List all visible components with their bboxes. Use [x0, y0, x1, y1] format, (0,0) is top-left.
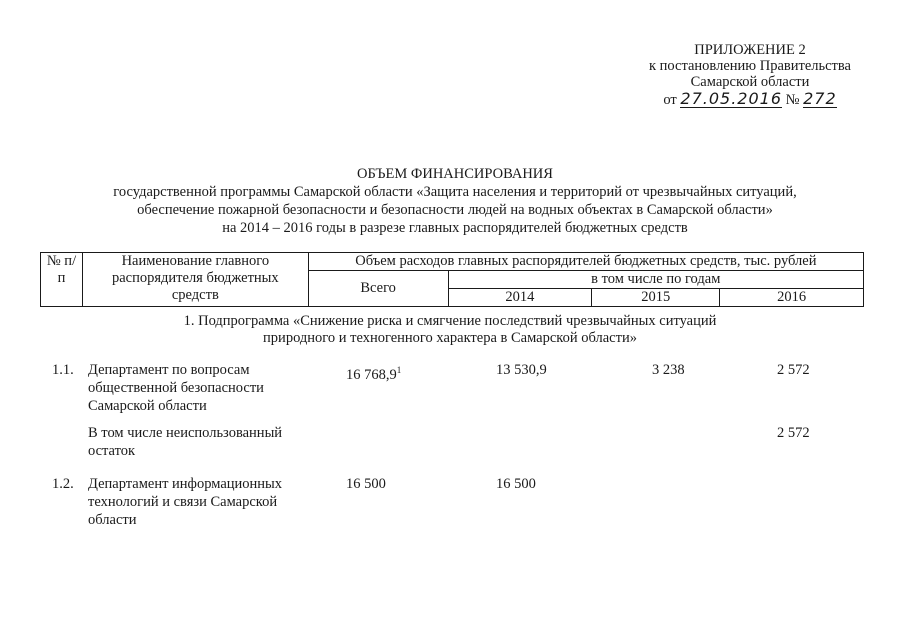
row-1-1-total-value: 16 768,9 [346, 366, 397, 383]
document-heading [60, 165, 850, 237]
row-1-2-2014: 16 500 [496, 476, 536, 492]
appendix-line-2: Самарской области [690, 74, 810, 90]
row-1-1-2015: 3 238 [652, 362, 685, 378]
number-prefix: № [785, 92, 800, 108]
header-by-years: в том числе по годам [448, 271, 863, 289]
row-1-1-name: Департамент по вопросам общественной безопасности Самарской области [88, 362, 264, 414]
header-year-2014: 2014 [448, 289, 592, 307]
header-name: Наименование главного распорядителя бюджетных средств [82, 253, 308, 307]
row-1-1-total [346, 361, 401, 384]
appendix-block [630, 42, 870, 108]
appendix-line-1: к постановлению Правительства [649, 58, 851, 74]
subprogram-title [120, 313, 780, 347]
header-total: Всего [308, 271, 448, 307]
row-1-2-number: 1.2. [52, 476, 74, 492]
heading-line-1: государственной программы Самарской области «Защита населения и территорий от чрезвычайных ситуаций, [113, 184, 797, 200]
row-1-2-name: Департамент информационных технологий и связи Самарской области [88, 476, 283, 528]
row-1-1-number: 1.1. [52, 362, 74, 378]
heading-line-3: на 2014 – 2016 годы в разрезе главных распорядителей бюджетных средств [222, 220, 688, 236]
row-1-1-footnote-mark: 1 [396, 365, 402, 375]
subprogram-line-1: 1. Подпрограмма «Снижение риска и смягчение последствий чрезвычайных ситуаций [183, 313, 717, 329]
row-1-2-total: 16 500 [346, 476, 386, 492]
header-year-2015: 2015 [592, 289, 720, 307]
appendix-title: ПРИЛОЖЕНИЕ 2 [694, 42, 806, 58]
date-prefix: от [663, 92, 677, 108]
row-unused-name: В том числе неиспользованный остаток [88, 425, 283, 459]
header-year-2016: 2016 [720, 289, 864, 307]
row-1-1-2014: 13 530,9 [496, 362, 547, 378]
header-num: № п/п [41, 253, 83, 307]
handwritten-number: 272 [803, 89, 837, 108]
heading-title: ОБЪЕМ ФИНАНСИРОВАНИЯ [357, 166, 553, 182]
row-unused-2016: 2 572 [777, 425, 810, 441]
appendix-date-line [630, 91, 870, 108]
header-volume: Объем расходов главных распорядителей бюджетных средств, тыс. рублей [308, 253, 863, 271]
row-1-1-2016: 2 572 [777, 362, 810, 378]
heading-line-2: обеспечение пожарной безопасности и безопасности людей на водных объектах в Самарской области» [137, 202, 773, 218]
subprogram-line-2: природного и техногенного характера в Самарской области» [263, 330, 637, 346]
financing-table-header [40, 252, 864, 307]
handwritten-date: 27.05.2016 [680, 89, 782, 108]
